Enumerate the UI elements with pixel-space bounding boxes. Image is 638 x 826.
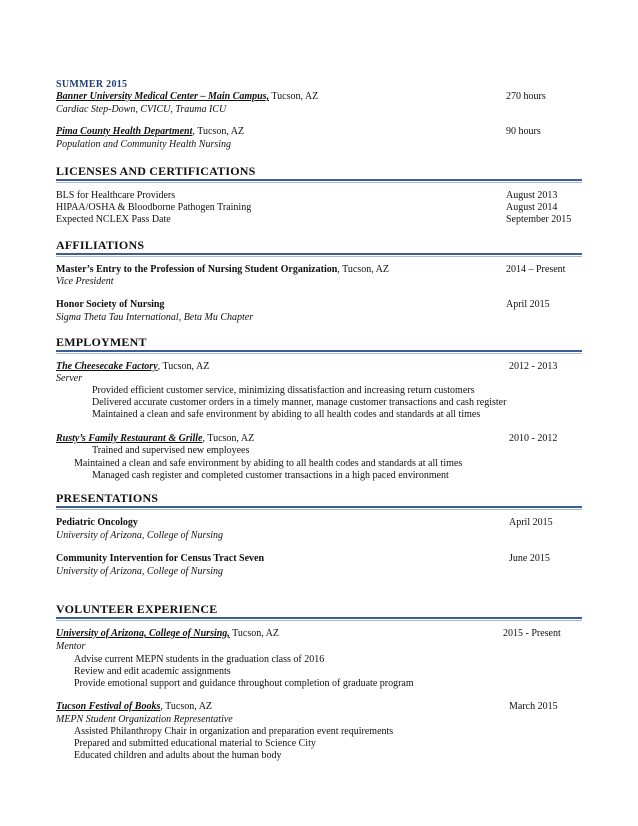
summer-row-2: [56, 126, 244, 138]
volunteer-org: Tucson Festival of Books: [56, 701, 161, 712]
job-role: Server: [56, 373, 83, 384]
section-divider: [56, 620, 582, 621]
job-duty: Delivered accurate customer orders in a timely manner, manage customer transactions and cash register: [92, 397, 507, 408]
volunteer-loc: , Tucson, AZ: [160, 701, 213, 712]
summer-unit: Cardiac Step-Down, CVICU, Trauma ICU: [56, 104, 227, 115]
affiliation-name: Master’s Entry to the Profession of Nursing Student Organization: [56, 264, 338, 275]
job-duty: Provided efficient customer service, minimizing dissatisfaction and increasing return customers: [92, 385, 475, 396]
affiliations-heading: AFFILIATIONS: [56, 238, 145, 252]
volunteer-dates: March 2015: [509, 701, 558, 712]
employment-heading: EMPLOYMENT: [56, 335, 147, 349]
job-dates: 2012 - 2013: [509, 361, 558, 372]
volunteer-heading: VOLUNTEER EXPERIENCE: [56, 602, 218, 616]
volunteer-duty: Assisted Philanthropy Chair in organization and preparation event requirements: [74, 726, 394, 737]
section-divider: [56, 617, 582, 619]
summer-row-1: [56, 91, 318, 103]
affiliation-row: [56, 264, 389, 276]
volunteer-row: [56, 628, 279, 640]
affiliation-date: 2014 – Present: [506, 264, 566, 275]
summer-hours: 90 hours: [506, 126, 541, 137]
affiliation-sub: Sigma Theta Tau International, Beta Mu Chapter: [56, 312, 254, 323]
job-loc: , Tucson, AZ: [202, 433, 255, 444]
job-employer: Rusty’s Family Restaurant & Grille: [56, 433, 203, 444]
affiliation-loc: , Tucson, AZ: [337, 264, 389, 275]
presentation-date: June 2015: [509, 553, 550, 564]
volunteer-role: Mentor: [56, 641, 86, 652]
summer-org: Banner University Medical Center – Main Campus,: [56, 91, 270, 102]
job-row: [56, 361, 209, 373]
volunteer-duty: Review and edit academic assignments: [74, 666, 231, 677]
license-name: BLS for Healthcare Providers: [56, 190, 176, 201]
job-duty: Trained and supervised new employees: [92, 445, 250, 456]
volunteer-loc: Tucson, AZ: [229, 628, 279, 639]
presentations-heading: PRESENTATIONS: [56, 491, 159, 505]
license-name: HIPAA/OSHA & Bloodborne Pathogen Training: [56, 202, 252, 213]
section-divider: [56, 256, 582, 257]
license-name: Expected NCLEX Pass Date: [56, 214, 171, 225]
job-row: [56, 433, 254, 445]
summer-loc: , Tucson, AZ: [192, 126, 245, 137]
presentation-date: April 2015: [509, 517, 553, 528]
job-duty: Managed cash register and completed customer transactions in a high paced environment: [92, 470, 449, 481]
section-divider: [56, 179, 582, 181]
summer-loc: Tucson, AZ: [269, 91, 319, 102]
section-divider: [56, 253, 582, 255]
volunteer-duty: Provide emotional support and guidance throughout completion of graduate program: [74, 678, 414, 689]
summer-hours: 270 hours: [506, 91, 546, 102]
volunteer-duty: Educated children and adults about the human body: [74, 750, 282, 761]
affiliation-sub: Vice President: [56, 276, 114, 287]
affiliation-name: Honor Society of Nursing: [56, 299, 165, 310]
summer-unit: Population and Community Health Nursing: [56, 139, 231, 150]
job-loc: , Tucson, AZ: [157, 361, 210, 372]
presentation-title: Community Intervention for Census Tract Seven: [56, 553, 265, 564]
job-duty: Maintained a clean and safe environment by abiding to all health codes and standards at all times: [74, 458, 463, 469]
job-duty: Maintained a clean and safe environment by abiding to all health codes and standards at all times: [92, 409, 481, 420]
volunteer-org: University of Arizona, College of Nursing,: [56, 628, 230, 639]
volunteer-row: [56, 701, 212, 713]
summer-org: Pima County Health Department: [56, 126, 193, 137]
affiliation-date: April 2015: [506, 299, 550, 310]
presentation-sub: University of Arizona, College of Nursing: [56, 566, 224, 577]
job-employer: The Cheesecake Factory: [56, 361, 158, 372]
license-date: August 2013: [506, 190, 558, 201]
section-divider: [56, 509, 582, 510]
job-dates: 2010 - 2012: [509, 433, 558, 444]
volunteer-duty: Advise current MEPN students in the graduation class of 2016: [74, 654, 325, 665]
volunteer-role: MEPN Student Organization Representative: [56, 714, 233, 725]
section-divider: [56, 353, 582, 354]
section-divider: [56, 182, 582, 183]
volunteer-dates: 2015 - Present: [503, 628, 561, 639]
section-divider: [56, 506, 582, 508]
license-date: August 2014: [506, 202, 558, 213]
presentation-title: Pediatric Oncology: [56, 517, 138, 528]
volunteer-duty: Prepared and submitted educational material to Science City: [74, 738, 316, 749]
summer-label: SUMMER 2015: [56, 79, 128, 90]
presentation-sub: University of Arizona, College of Nursing: [56, 530, 224, 541]
licenses-heading: LICENSES AND CERTIFICATIONS: [56, 164, 256, 178]
section-divider: [56, 350, 582, 352]
license-date: September 2015: [506, 214, 572, 225]
